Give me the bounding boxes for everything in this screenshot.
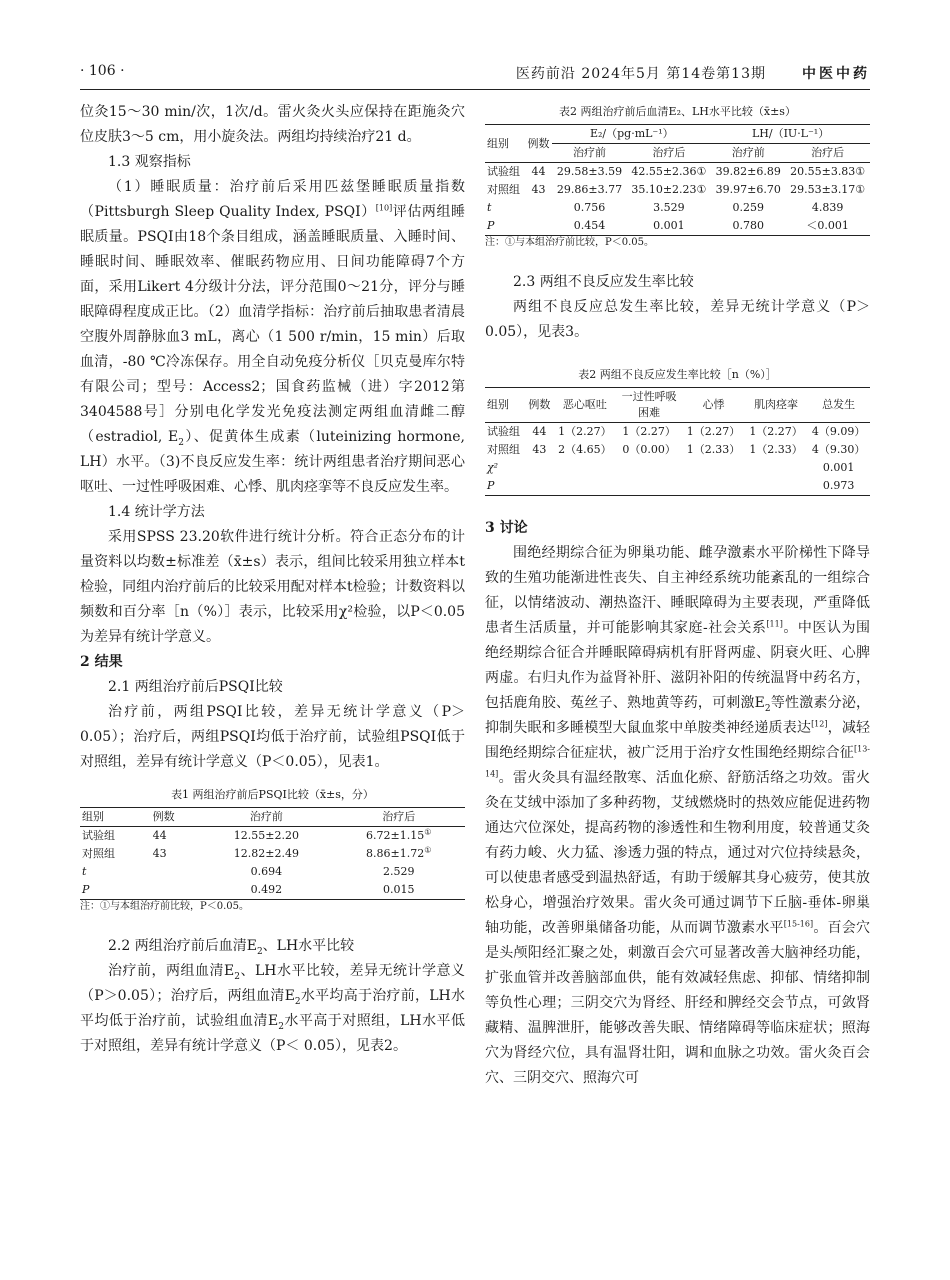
cell: [682, 459, 745, 477]
header-cell: 恶心呕吐: [554, 388, 617, 423]
cell-value: 8.86±1.72: [366, 847, 425, 860]
text: （1）睡眠质量：治疗前后采用匹兹堡睡眠质量指数（Pittsburgh Sleep Quality Index, PSQI）: [80, 179, 465, 220]
cell: 1（2.33）: [686, 443, 741, 456]
cell: 对照组: [487, 183, 520, 196]
cell: 12.82±2.49: [233, 847, 299, 860]
cell: [616, 477, 682, 496]
header-cell: 例数: [525, 125, 553, 163]
table-header-row: [485, 388, 870, 423]
cell: 29.58±3.59: [556, 165, 623, 178]
cell: [554, 459, 617, 477]
table-2-note: 注：①与本组治疗前比较，P＜0.05。: [485, 237, 654, 248]
adverse-result-paragraph: 两组不良反应总发生率比较，差异无统计学意义（P＞0.05），见表3。: [485, 299, 870, 340]
header-cell: E₂/（pg·mL⁻¹）: [552, 125, 711, 144]
note-marker: ①: [424, 845, 432, 855]
cell: 44: [531, 165, 546, 178]
text: 2.2 两组治疗前后血清E: [108, 938, 257, 954]
header-cell: 总发生: [807, 388, 870, 423]
citation-15-16: [15-16]: [783, 919, 814, 929]
cell: 0.973: [807, 477, 870, 496]
method-paragraph: 位灸15～30 min/次，1次/d。雷火灸火头应保持在距施灸穴位皮肤3～5 cm，用小旋灸法。两组均持续治疗21 d。: [80, 104, 465, 145]
cell: [745, 477, 808, 496]
cell: 0.015: [332, 881, 465, 900]
cell: χ²: [487, 461, 499, 474]
cell: 35.10±2.23①: [631, 183, 707, 196]
table-row: [80, 881, 465, 900]
psqi-result-paragraph: 治疗前，两组PSQI比较，差异无统计学意义（P＞0.05）；治疗后，两组PSQI均低于治疗前，试验组PSQI低于对照组，差异有统计学意义（P＜0.05），见表1。: [80, 704, 465, 770]
cell: 0.694: [250, 865, 283, 878]
cell: 44: [532, 425, 547, 438]
cell: 0（0.00）: [622, 443, 676, 456]
table-3: [485, 387, 870, 496]
cell: [332, 845, 465, 863]
subscript-2: 2: [764, 703, 771, 714]
page-number: · 106 ·: [80, 63, 125, 79]
text: 水平均高于治疗前，LH水平均低于治疗前，试验组血清E: [80, 988, 466, 1029]
cell: [332, 827, 465, 846]
cell: [682, 477, 745, 496]
cell: [525, 199, 553, 217]
cell: 29.86±3.77: [556, 183, 623, 196]
cell: 42.55±2.36①: [631, 165, 707, 178]
text: 评估两组睡眠质量。PSQI由18个条目组成，涵盖睡眠质量、入睡时间、睡眠时间、睡眠效率、催眠药物应用、日间功能障碍7个方面，采用Likert 4分级计分法，评分范围0～21分，评分与睡眠障碍程度成正比。（2）血清学指标：治疗前后抽取患者清晨空腹外周静脉血3 mL，离心（1 500 r/min，15 min）后取血清，-80 ℃冷冻保存。用全自动免疫分析仪［贝克曼库尔特有限公司；型号：Access2；国食药监械（进）字2012第3404588号］分别电化学发光免疫法测定两组血清雌二醇（estradiol, E: [80, 204, 466, 445]
cell: 4.839: [811, 201, 844, 214]
cell: 1（2.27）: [622, 425, 676, 438]
cell: 试验组: [487, 165, 520, 178]
subscript-2: 2: [294, 996, 301, 1007]
cell: ＜0.001: [785, 217, 870, 236]
table-row: [80, 845, 465, 863]
cell: 20.55±3.83①: [790, 165, 866, 178]
text: 、LH水平比较，差异无统计学意义（P＞0.05）；治疗后，两组血清E: [80, 963, 465, 1004]
cell: 43: [532, 443, 547, 456]
subscript-2: 2: [256, 946, 263, 957]
hormone-result-paragraph: [80, 959, 465, 1059]
text: 。雷火灸具有温经散寒、活血化瘀、舒筋活络之功效。雷火灸在艾绒中添加了多种药物，艾绒燃烧时的热效应能促进药物通达穴位深处，提高药物的渗透性和生物利用度，较普通艾灸有药力峻、火力猛、渗透力强的特点，通过对穴位持续悬灸，可以使患者感受到温热舒适，有助于缓解其身心疲劳，使其放松身心，增强治疗效果。雷火灸可通过调节下丘脑-垂体-卵巢轴功能，改善卵巢储备功能，从而调节激素水平: [485, 770, 870, 936]
page-header: [80, 63, 870, 85]
cell: 1（2.27）: [686, 425, 741, 438]
header-cell: 肌肉痉挛: [745, 388, 808, 423]
citation-12: [12]: [811, 719, 828, 729]
section-2-3-heading: 2.3 两组不良反应发生率比较: [513, 274, 694, 290]
header-cell: 治疗前: [200, 808, 332, 827]
header-cell: 例数: [151, 808, 201, 827]
citation-10: [10]: [375, 203, 393, 213]
cell-value: 6.72±1.15: [366, 829, 425, 842]
text: 水平高于对照组，LH水平低于对照组，差异有统计学意义（P＜ 0.05），见表2。: [80, 1013, 465, 1054]
table-row: [80, 863, 465, 881]
cell: 0.259: [732, 201, 764, 214]
section-1-3-heading: 1.3 观察指标: [108, 154, 191, 170]
text: 围绝经期综合征为卵巢功能、雌孕激素水平阶梯性下降导致的生殖功能渐进性丧失、自主神经系统功能紊乱的一组综合征，以情绪波动、潮热盗汗、睡眠障碍为主要表现，严重降低患者生活质量，并可能影响其家庭-社会关系: [485, 545, 870, 636]
cell: [525, 459, 553, 477]
journal-info: [516, 63, 870, 83]
cell: 12.55±2.20: [233, 829, 299, 842]
header-cell: 治疗后: [785, 144, 870, 163]
cell: [525, 217, 553, 236]
text: 、LH水平比较: [262, 938, 355, 954]
text: 。中医认为围绝经期综合征合并睡眠障碍病机有肝肾两虚、阴衰火旺、心脾两虚。右归丸作为益肾补肝、滋阴补阳的传统温肾中药名方，包括鹿角胶、菟丝子、熟地黄等药，可刺激E: [485, 620, 871, 711]
cell: 39.82±6.89: [715, 165, 781, 178]
header-cell: 组别: [80, 808, 151, 827]
table-row: [485, 181, 870, 199]
left-column: [80, 100, 465, 1059]
table-row: [80, 827, 465, 846]
table-3-caption: 表2 两组不良反应发生率比较［n（%）］: [578, 368, 777, 381]
cell: 29.53±3.17①: [790, 183, 866, 196]
subscript-2: 2: [178, 437, 185, 448]
cell: 0.756: [573, 201, 606, 214]
cell: [616, 459, 682, 477]
header-cell: 组别: [485, 125, 525, 163]
table-row: [485, 459, 870, 477]
table-2: [485, 124, 870, 236]
cell: 43: [152, 847, 167, 860]
table-row: [485, 477, 870, 496]
subscript-2: 2: [278, 1021, 284, 1032]
header-cell: 治疗后: [332, 808, 465, 827]
cell: 试验组: [487, 425, 520, 438]
table-row: [485, 217, 870, 236]
cell: 0.780: [711, 217, 785, 236]
right-column: [485, 100, 870, 1091]
header-cell: 一过性呼吸困难: [616, 388, 682, 423]
cell: 1（2.27）: [558, 425, 612, 438]
cell: 43: [531, 183, 546, 196]
section-2-heading: 2 结果: [80, 654, 123, 670]
text: ，减轻围绝经期综合征症状，被广泛用于治疗女性围绝经期综合征: [485, 720, 871, 761]
cell: 2.529: [382, 865, 415, 878]
discussion-paragraph: [485, 541, 870, 1091]
section-2-1-heading: 2.1 两组治疗前后PSQI比较: [108, 679, 283, 695]
section-2-2-heading: [80, 934, 465, 959]
header-cell: 治疗后: [627, 144, 712, 163]
subscript-2: 2: [234, 971, 240, 982]
citation-11: [11]: [766, 619, 783, 629]
citation-13-14: [13-14]: [485, 744, 870, 779]
cell: [151, 881, 201, 900]
cell: P: [80, 881, 151, 900]
header-cell: LH/（IU·L⁻¹）: [711, 125, 870, 144]
text: 等性激素分泌，抑制失眠和多睡模型大鼠血浆中单胺类神经递质表达: [485, 695, 871, 736]
cell: 0.001: [822, 461, 855, 474]
cell: 试验组: [82, 829, 115, 842]
cell: 0.492: [200, 881, 332, 900]
statistics-paragraph: 采用SPSS 23.20软件进行统计分析。符合正态分布的计量资料以均数±标准差（x̄±s）表示，组间比较采用独立样本t检验，同组内治疗前后的比较采用配对样本t检验；计数资料以频数和百分率［n（%）］表示，比较采用χ²检验，以P＜0.05为差异有统计学意义。: [80, 529, 465, 645]
table-1: [80, 807, 465, 900]
cell: P: [485, 217, 525, 236]
table-row: [485, 199, 870, 217]
note-marker: ①: [424, 827, 432, 837]
table-row: [485, 423, 870, 442]
cell: 4（9.09）: [811, 425, 866, 438]
cell: 3.529: [653, 201, 685, 214]
cell: 0.454: [552, 217, 626, 236]
cell: 对照组: [487, 443, 520, 456]
cell: [554, 477, 617, 496]
table-header-row: [80, 808, 465, 827]
cell: P: [485, 477, 525, 496]
cell: [745, 459, 808, 477]
section-1-4-heading: 1.4 统计学方法: [108, 504, 205, 520]
table-row: [485, 163, 870, 182]
cell: 1（2.27）: [749, 425, 803, 438]
header-cell: 组别: [485, 388, 525, 423]
cell: 对照组: [82, 847, 115, 860]
text: ）、促黄体生成素（luteinizing hormone, LH）水平。（3)不良反应发生率：统计两组患者治疗期间恶心呕吐、一过性呼吸困难、心悸、肌肉痉挛等不良反应发生率。: [80, 429, 465, 495]
journal-title: 医药前沿 2024年5月 第14卷第13期: [515, 66, 766, 82]
cell: [525, 477, 553, 496]
observation-paragraph: [80, 175, 465, 500]
cell: 2（4.65）: [558, 443, 612, 456]
cell: 0.001: [627, 217, 712, 236]
cell: 44: [152, 829, 167, 842]
header-cell: 治疗前: [711, 144, 785, 163]
table-1-caption: 表1 两组治疗前后PSQI比较（x̄±s，分）: [171, 788, 374, 801]
header-rule: [80, 89, 870, 90]
header-cell: 治疗前: [552, 144, 626, 163]
table-row: [485, 441, 870, 459]
cell: t: [82, 865, 87, 878]
section-name: 中医中药: [802, 66, 870, 82]
table-header-row: [485, 125, 870, 144]
text: 治疗前，两组血清E: [108, 963, 235, 979]
cell: [151, 863, 201, 881]
text: 。百会穴是头颅阳经汇聚之处，刺激百会穴可显著改善大脑神经功能，扩张血管并改善脑部血供，能有效减轻焦虑、抑郁、情绪抑制等负性心理；三阴交穴为肾经、肝经和脾经交会节点，可敛肾藏精、温脾泄肝，能够改善失眠、情绪障碍等临床症状；照海穴为肾经穴位，具有温肾壮阳，调和血脉之功效。雷火灸百会穴、三阴交穴、照海穴可: [485, 920, 871, 1086]
header-cell: 例数: [525, 388, 553, 423]
table-2-caption: 表2 两组治疗前后血清E₂、LH水平比较（x̄±s）: [559, 105, 796, 118]
cell: 39.97±6.70: [715, 183, 781, 196]
cell: 1（2.33）: [749, 443, 803, 456]
cell: 4（9.30）: [811, 443, 866, 456]
table-1-note: 注：①与本组治疗前比较，P＜0.05。: [80, 901, 249, 912]
section-3-heading: 3 讨论: [485, 520, 528, 536]
header-cell: 心悸: [682, 388, 745, 423]
cell: t: [487, 201, 492, 214]
